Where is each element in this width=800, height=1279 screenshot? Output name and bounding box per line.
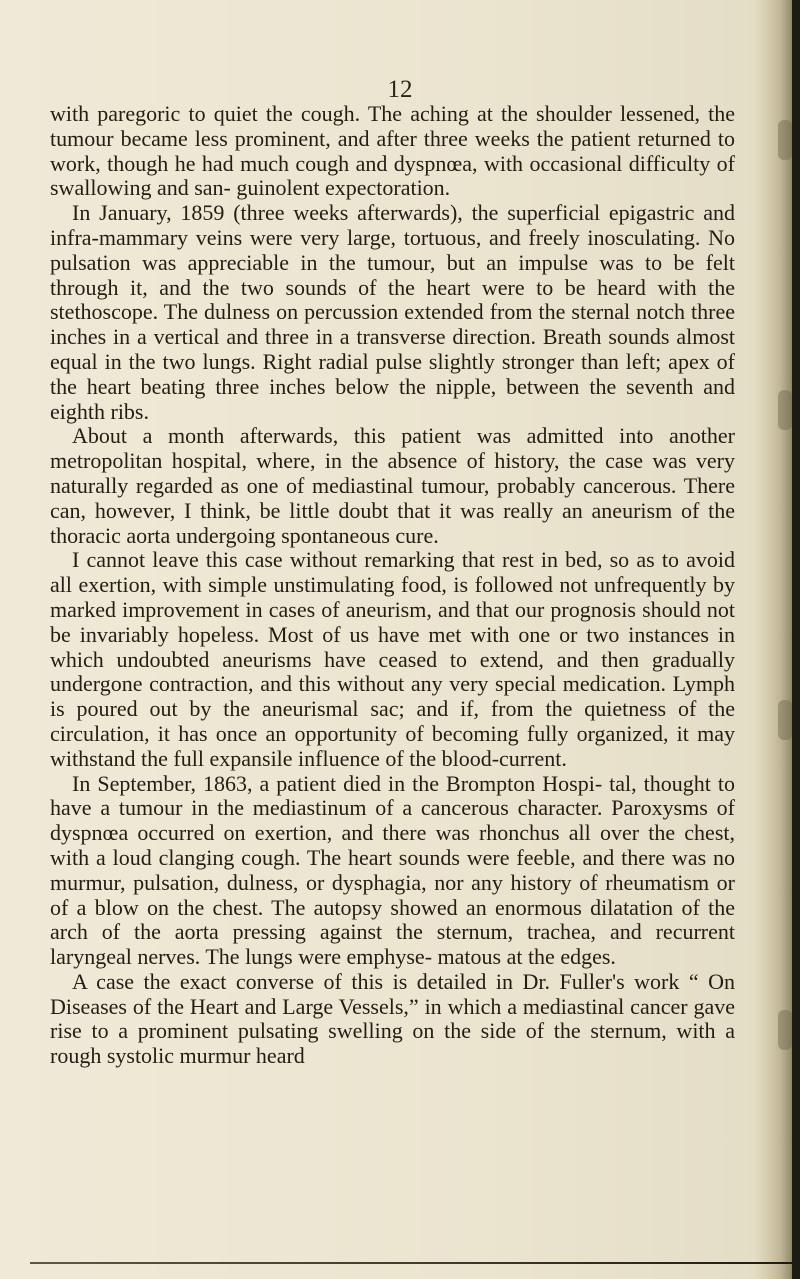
binding-shadow (792, 0, 800, 1279)
body-text (50, 102, 735, 1069)
binding-stain (778, 120, 792, 160)
binding-stain (778, 390, 792, 430)
paragraph-1: with paregoric to quiet the cough. The aching at the shoulder lessened, the tumour became less prominent, and after three weeks the patient returned to work, though he had much cough and dyspnœa, with occasional difficulty of swallowing and san- guinolent expectoration. (50, 101, 735, 201)
paragraph-4: I cannot leave this case without remarking that rest in bed, so as to avoid all exertion, with simple unstimulating food, is followed not unfrequently by marked improvement in cases of aneurism, and that our prognosis should not be invariably hopeless. Most of us have met with one or two instances in which undoubted aneurisms have ceased to extend, and then gradually undergone contraction, and this without any very special medication. Lymph is poured out by the aneurismal sac; and if, from the quietness of the circulation, it has once an opportunity of becoming fully organized, it may withstand the full expansile influence of the blood-current. (50, 547, 735, 771)
paragraph-2: In January, 1859 (three weeks afterwards), the superficial epigastric and infra-mammary veins were very large, tortuous, and freely inosculating. No pulsation was appreciable in the tumour, but an impulse was to be felt through it, and the two sounds of the heart were to be heard with the stethoscope. The dulness on percussion extended from the sternal notch three inches in a vertical and three in a transverse direction. Breath sounds almost equal in the two lungs. Right radial pulse slightly stronger than left; apex of the heart beating three inches below the nipple, between the seventh and eighth ribs. (50, 200, 735, 424)
binding-stain (778, 700, 792, 740)
page-bottom-edge (30, 1262, 800, 1264)
binding-stain (778, 1010, 792, 1050)
paragraph-6: A case the exact converse of this is detailed in Dr. Fuller's work “ On Diseases of the Heart and Large Vessels,” in which a mediastinal cancer gave rise to a prominent pulsating swelling on the side of the sternum, with a rough systolic murmur heard (50, 968, 735, 1069)
paragraph-3: About a month afterwards, this patient was admitted into another metropolitan hospital, where, in the absence of history, the case was very naturally regarded as one of mediastinal tumour, probably cancerous. There can, however, I think, be little doubt that it was really an aneurism of the thoracic aorta undergoing spontaneous cure. (50, 423, 735, 548)
page-number: 12 (387, 76, 413, 103)
paragraph-5: In September, 1863, a patient died in the Brompton Hospi- tal, thought to have a tumour in the mediastinum of a cancerous character. Paroxysms of dyspnœa occurred on exertion, and there was rhonchus all over the chest, with a loud clanging cough. The heart sounds were feeble, and there was no murmur, pulsation, dulness, or dysphagia, nor any history of rheumatism or of a blow on the chest. The autopsy showed an enormous dilatation of the arch of the aorta pressing against the sternum, trachea, and recurrent laryngeal nerves. The lungs were emphyse- matous at the edges. (50, 770, 735, 970)
